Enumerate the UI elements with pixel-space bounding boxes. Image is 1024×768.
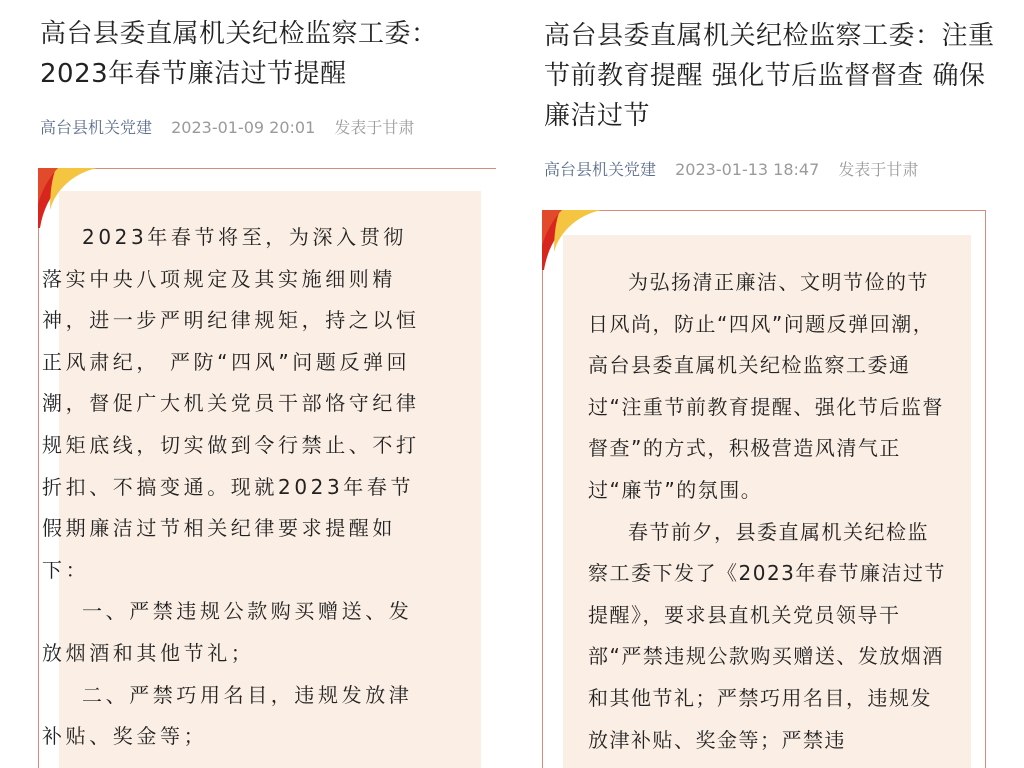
- body-paragraph: 一、严禁违规公款购买赠送、发放烟酒和其他节礼；: [42, 599, 413, 665]
- publish-location: 发表于甘肃: [838, 160, 919, 179]
- article-title: 高台县委直属机关纪检监察工委：注重节前教育提醒 强化节后监督督查 确保廉洁过节: [544, 21, 995, 131]
- account-name-link[interactable]: 高台县机关党建: [40, 118, 153, 137]
- body-paragraph: 2023年春节将至，为深入贯彻落实中央八项规定及其实施细则精神，进一步严明纪律规矩，持之以恒正风肃纪， 严防“四风”问题反弹回潮，督促广大机关党员干部恪守纪律规矩底线，切实做到令行禁止、不打折扣、不搞变通。现就2023年春节假期廉洁过节相关纪律要求提醒如下：: [42, 225, 420, 582]
- body-paragraph: 为弘扬清正廉洁、文明节俭的节日风尚，防止“四风”问题反弹回潮，高台县委直属机关纪检监察工委通过“注重节前教育提醒、强化节后监督督查”的方式，积极营造风清气正过“廉节”的氛围。: [588, 270, 944, 502]
- article-title: 高台县委直属机关纪检监察工委：2023年春节廉洁过节提醒: [40, 19, 438, 89]
- publish-location: 发表于甘肃: [334, 118, 415, 137]
- body-paragraph: 二、严禁巧用名目，违规发放津补贴、奖金等；: [42, 682, 413, 749]
- article-body: [588, 262, 948, 761]
- body-paragraph: 春节前夕，县委直属机关纪检监察工委下发了《2023年春节廉洁过节提醒》，要求县直机关党员领导干部“严禁违规公款购买赠送、发放烟酒和其他节礼；严禁巧用名目，违规发放津补贴、奖金等；严禁违: [588, 519, 946, 752]
- publish-datetime: 2023-01-13 18:47: [675, 160, 820, 179]
- article-left: [18, 0, 496, 768]
- publish-datetime: 2023-01-09 20:01: [171, 118, 316, 137]
- article-body: [42, 217, 424, 758]
- article-meta: [18, 115, 496, 138]
- article-meta: [526, 157, 1006, 180]
- account-name-link[interactable]: 高台县机关党建: [544, 160, 657, 179]
